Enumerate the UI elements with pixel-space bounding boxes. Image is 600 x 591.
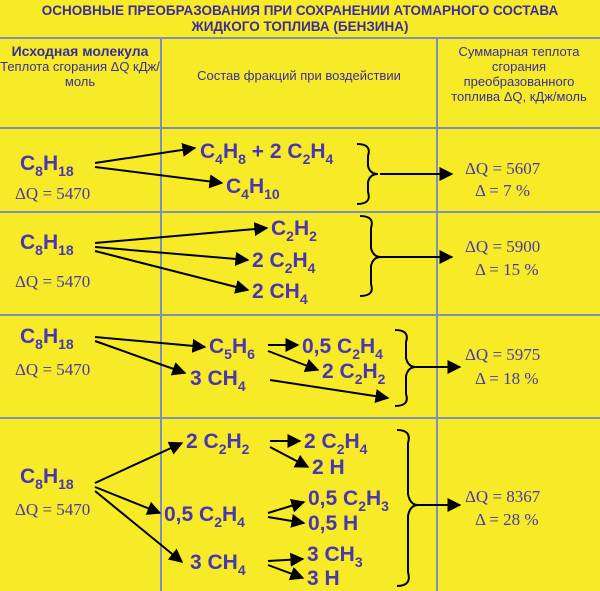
product: 3 $CH_3$	[307, 543, 363, 570]
column-header-source-title: Исходная молекула	[11, 43, 149, 59]
product: 0,5 $C_2H_3$	[308, 487, 389, 514]
source-dq: ΔQ = 5470	[15, 500, 91, 519]
reaction-arrow	[95, 341, 185, 373]
reaction-arrow	[95, 228, 267, 243]
column-header-source-sub: Теплота сгорания ΔQ кДж/моль	[0, 59, 160, 89]
source-dq: ΔQ = 5470	[15, 184, 91, 203]
reaction-arrow	[95, 443, 182, 483]
reaction-arrow	[268, 517, 304, 523]
reaction-arrow	[270, 447, 308, 467]
result-dq: ΔQ = 5975	[465, 345, 541, 364]
group-brace	[397, 430, 418, 586]
result-dq: ΔQ = 5607	[465, 159, 541, 178]
row-3	[15, 325, 540, 394]
column-header-fractions: Состав фракций при воздействии	[197, 68, 401, 83]
product: 0,5 H	[308, 512, 359, 535]
result-delta: Δ = 18 %	[475, 369, 539, 388]
row-1	[15, 140, 541, 203]
product: 3 $CH_4$	[190, 551, 246, 578]
source-dq: ΔQ = 5470	[15, 360, 91, 379]
result-delta: Δ = 28 %	[475, 510, 539, 529]
product: $C_2H_2$	[271, 217, 317, 244]
source-molecule: $C_8H_{18}$	[20, 152, 74, 179]
group-brace	[395, 330, 416, 406]
reaction-arrow	[95, 491, 182, 562]
group-brace	[360, 216, 381, 296]
result-delta: Δ = 7 %	[475, 181, 530, 200]
reaction-arrows	[95, 144, 460, 586]
title-line-2: ЖИДКОГО ТОПЛИВА (БЕНЗИНА)	[191, 19, 409, 34]
row-2	[15, 217, 540, 307]
reaction-arrow	[268, 502, 304, 513]
result-dq: ΔQ = 5900	[465, 237, 541, 256]
reaction-arrow	[95, 247, 248, 260]
column-header-result: Суммарная теплота сгорания преобразованного топлива ΔQ, кДж/моль	[451, 44, 587, 104]
source-molecule: $C_8H_{18}$	[20, 325, 74, 352]
reaction-arrow	[268, 559, 303, 561]
product: $C_5H_6$	[209, 335, 255, 362]
product: 2 $C_2H_4$	[252, 249, 316, 276]
reaction-arrow	[95, 337, 205, 347]
product: 2 $C_2H_4$	[304, 430, 368, 457]
group-brace	[357, 144, 378, 204]
product: $C_4H_{10}$	[226, 175, 280, 202]
product: 2 $C_2H_2$	[186, 430, 250, 457]
source-molecule: $C_8H_{18}$	[20, 231, 74, 258]
product: 2 $CH_4$	[252, 280, 308, 307]
product: 2 H	[312, 456, 345, 479]
source-molecule: $C_8H_{18}$	[20, 465, 74, 492]
product: $C_4H_8 + 2$ $C_2H_4$	[200, 140, 334, 167]
product: 2 $C_2H_2$	[322, 360, 386, 387]
reaction-arrow	[95, 251, 248, 290]
result-delta: Δ = 15 %	[475, 260, 539, 279]
product: 0,5 $C_2H_4$	[302, 335, 383, 362]
source-dq: ΔQ = 5470	[15, 272, 91, 291]
title-line-1: ОСНОВНЫЕ ПРЕОБРАЗОВАНИЯ ПРИ СОХРАНЕНИИ АТОМАРНОГО СОСТАВА	[41, 3, 559, 18]
product: 3 H	[307, 567, 340, 590]
reaction-arrow	[95, 167, 222, 183]
product: 3 $CH_4$	[190, 367, 246, 394]
product: 0,5 $C_2H_4$	[164, 503, 245, 530]
result-dq: ΔQ = 8367	[465, 487, 541, 506]
reaction-arrow	[268, 565, 303, 578]
reaction-arrow	[95, 148, 195, 163]
